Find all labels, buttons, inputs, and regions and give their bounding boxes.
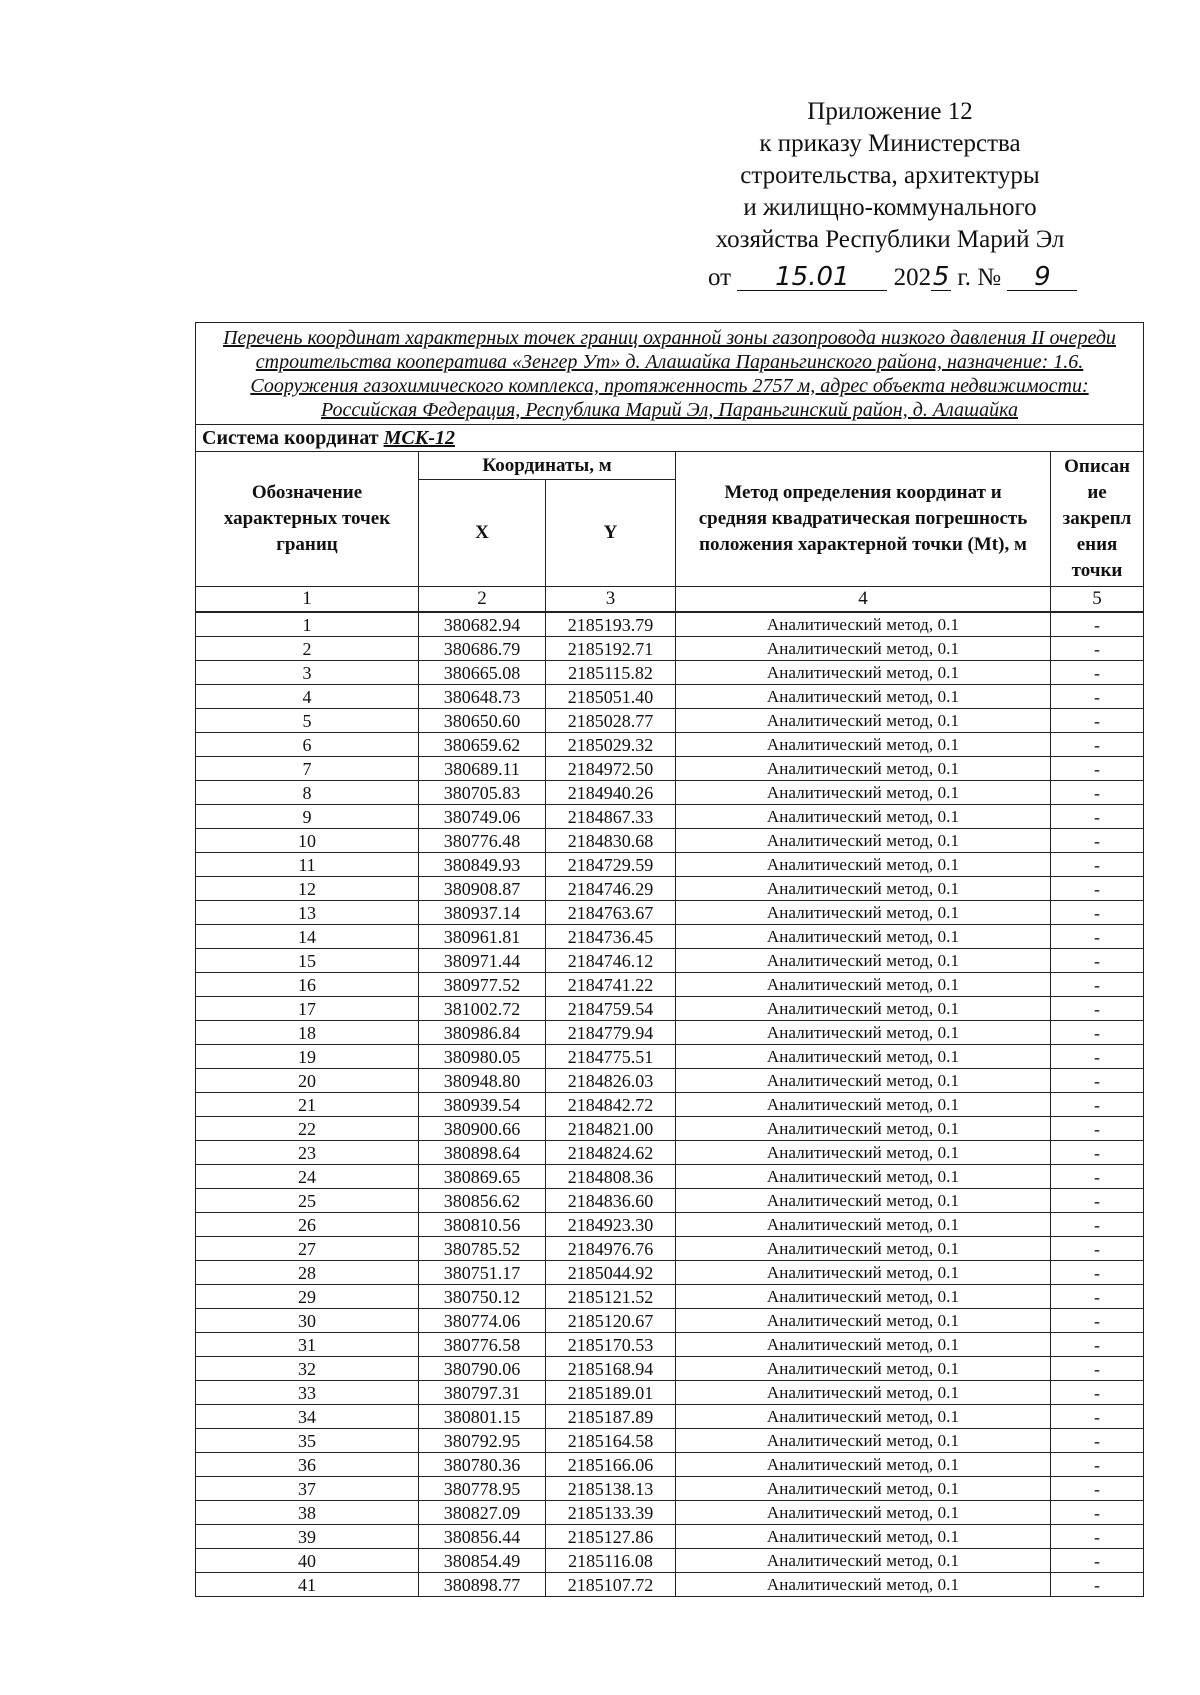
table-row — [196, 1357, 1144, 1381]
table-row — [196, 1285, 1144, 1309]
description: - — [1051, 1501, 1144, 1525]
point-number: 39 — [196, 1525, 419, 1549]
table-body — [196, 612, 1144, 1597]
description: - — [1051, 1165, 1144, 1189]
point-number: 4 — [196, 685, 419, 709]
coord-x: 380665.08 — [419, 661, 546, 685]
column-header-method: Метод определения координат и средняя квадратическая погрешность положения характерной точки (Mt), м — [676, 452, 1051, 587]
column-number-row — [196, 587, 1144, 613]
table-row — [196, 1141, 1144, 1165]
method: Аналитический метод, 0.1 — [676, 829, 1051, 853]
description: - — [1051, 685, 1144, 709]
description: - — [1051, 901, 1144, 925]
coord-x: 380961.81 — [419, 925, 546, 949]
point-number: 5 — [196, 709, 419, 733]
coordinate-system-label: Система координат — [202, 427, 379, 449]
point-number: 12 — [196, 877, 419, 901]
coord-x: 380705.83 — [419, 781, 546, 805]
table-row — [196, 1549, 1144, 1573]
column-header-description: Описание закрепления точки — [1051, 452, 1144, 587]
point-number: 31 — [196, 1333, 419, 1357]
description: - — [1051, 612, 1144, 637]
description: - — [1051, 1141, 1144, 1165]
table-row — [196, 1237, 1144, 1261]
table-row — [196, 949, 1144, 973]
description: - — [1051, 1357, 1144, 1381]
description: - — [1051, 1117, 1144, 1141]
table-row — [196, 1381, 1144, 1405]
description: - — [1051, 1333, 1144, 1357]
method: Аналитический метод, 0.1 — [676, 1285, 1051, 1309]
method: Аналитический метод, 0.1 — [676, 877, 1051, 901]
table-row — [196, 685, 1144, 709]
coord-y: 2184867.33 — [546, 805, 676, 829]
column-number: 2 — [419, 587, 546, 613]
coord-y: 2185187.89 — [546, 1405, 676, 1429]
coord-y: 2184826.03 — [546, 1069, 676, 1093]
point-number: 18 — [196, 1021, 419, 1045]
method: Аналитический метод, 0.1 — [676, 805, 1051, 829]
description: - — [1051, 877, 1144, 901]
description: - — [1051, 637, 1144, 661]
coord-y: 2184729.59 — [546, 853, 676, 877]
point-number: 2 — [196, 637, 419, 661]
point-number: 14 — [196, 925, 419, 949]
point-number: 25 — [196, 1189, 419, 1213]
method: Аналитический метод, 0.1 — [676, 685, 1051, 709]
coord-x: 380776.58 — [419, 1333, 546, 1357]
description: - — [1051, 1309, 1144, 1333]
coord-y: 2185107.72 — [546, 1573, 676, 1597]
table-row — [196, 1573, 1144, 1597]
coord-x: 380780.36 — [419, 1453, 546, 1477]
coordinates-table — [195, 322, 1144, 1597]
point-number: 1 — [196, 612, 419, 637]
column-number: 5 — [1051, 587, 1144, 613]
method: Аналитический метод, 0.1 — [676, 1189, 1051, 1213]
coord-y: 2185164.58 — [546, 1429, 676, 1453]
coord-x: 380689.11 — [419, 757, 546, 781]
table-row — [196, 757, 1144, 781]
description: - — [1051, 661, 1144, 685]
method: Аналитический метод, 0.1 — [676, 709, 1051, 733]
coordinate-system-value: МСК-12 — [383, 427, 455, 449]
description: - — [1051, 997, 1144, 1021]
column-number: 4 — [676, 587, 1051, 613]
table-row — [196, 781, 1144, 805]
method: Аналитический метод, 0.1 — [676, 733, 1051, 757]
coord-y: 2185138.13 — [546, 1477, 676, 1501]
coord-y: 2184821.00 — [546, 1117, 676, 1141]
point-number: 19 — [196, 1045, 419, 1069]
coord-y: 2185115.82 — [546, 661, 676, 685]
table-row — [196, 973, 1144, 997]
coord-y: 2184830.68 — [546, 829, 676, 853]
description: - — [1051, 781, 1144, 805]
coord-y: 2184940.26 — [546, 781, 676, 805]
coord-y: 2185116.08 — [546, 1549, 676, 1573]
coord-x: 380937.14 — [419, 901, 546, 925]
coord-x: 380856.62 — [419, 1189, 546, 1213]
coord-x: 380801.15 — [419, 1405, 546, 1429]
point-number: 37 — [196, 1477, 419, 1501]
coord-x: 380686.79 — [419, 637, 546, 661]
coord-x: 380856.44 — [419, 1525, 546, 1549]
coord-y: 2185170.53 — [546, 1333, 676, 1357]
header-line: хозяйства Республики Марий Эл — [715, 226, 1065, 253]
coord-x: 380810.56 — [419, 1213, 546, 1237]
year-prefix: 202 — [893, 264, 932, 291]
coord-y: 2184779.94 — [546, 1021, 676, 1045]
column-header-point: Обозначение характерных точек границ — [196, 452, 419, 587]
table-row — [196, 901, 1144, 925]
coord-x: 380650.60 — [419, 709, 546, 733]
coord-y: 2184808.36 — [546, 1165, 676, 1189]
table-row — [196, 829, 1144, 853]
method: Аналитический метод, 0.1 — [676, 853, 1051, 877]
point-number: 36 — [196, 1453, 419, 1477]
coord-x: 380827.09 — [419, 1501, 546, 1525]
coord-y: 2185051.40 — [546, 685, 676, 709]
point-number: 10 — [196, 829, 419, 853]
description: - — [1051, 1429, 1144, 1453]
point-number: 9 — [196, 805, 419, 829]
date-prefix: от — [708, 264, 732, 291]
point-number: 38 — [196, 1501, 419, 1525]
description: - — [1051, 1525, 1144, 1549]
coord-y: 2184763.67 — [546, 901, 676, 925]
table-title: Перечень координат характерных точек границ охранной зоны газопровода низкого давления II очереди строительства кооператива «Зенгер Ут» д. Алашайка Параньгинского района, назначение: 1.6. Сооружения газохимического комплекса, протяженность 2757 м, адрес объекта недвижимости: Российская Федерация, Республика Марий Эл, Параньгинский район, д. Алашайка — [196, 323, 1144, 425]
coord-y: 2185028.77 — [546, 709, 676, 733]
description: - — [1051, 1093, 1144, 1117]
number-label: г. № — [957, 264, 1002, 291]
description: - — [1051, 1069, 1144, 1093]
description: - — [1051, 1213, 1144, 1237]
method: Аналитический метод, 0.1 — [676, 1021, 1051, 1045]
description: - — [1051, 1045, 1144, 1069]
table-row — [196, 1429, 1144, 1453]
description: - — [1051, 709, 1144, 733]
method: Аналитический метод, 0.1 — [676, 1309, 1051, 1333]
point-number: 8 — [196, 781, 419, 805]
table-row — [196, 1213, 1144, 1237]
coord-y: 2185192.71 — [546, 637, 676, 661]
point-number: 21 — [196, 1093, 419, 1117]
point-number: 32 — [196, 1357, 419, 1381]
coord-x: 380898.64 — [419, 1141, 546, 1165]
coord-x: 380790.06 — [419, 1357, 546, 1381]
coord-x: 380948.80 — [419, 1069, 546, 1093]
method: Аналитический метод, 0.1 — [676, 997, 1051, 1021]
method: Аналитический метод, 0.1 — [676, 1381, 1051, 1405]
coord-y: 2184836.60 — [546, 1189, 676, 1213]
method: Аналитический метод, 0.1 — [676, 1501, 1051, 1525]
method: Аналитический метод, 0.1 — [676, 1429, 1051, 1453]
point-number: 20 — [196, 1069, 419, 1093]
point-number: 35 — [196, 1429, 419, 1453]
coord-y: 2184923.30 — [546, 1213, 676, 1237]
description: - — [1051, 1261, 1144, 1285]
method: Аналитический метод, 0.1 — [676, 1573, 1051, 1597]
description: - — [1051, 1189, 1144, 1213]
table-row — [196, 1165, 1144, 1189]
table-row — [196, 1405, 1144, 1429]
method: Аналитический метод, 0.1 — [676, 1069, 1051, 1093]
method: Аналитический метод, 0.1 — [676, 1165, 1051, 1189]
method: Аналитический метод, 0.1 — [676, 661, 1051, 685]
coord-x: 380749.06 — [419, 805, 546, 829]
table-row — [196, 612, 1144, 637]
handwritten-order-number: 9 — [1007, 264, 1077, 291]
header-line: строительства, архитектуры — [740, 162, 1040, 189]
method: Аналитический метод, 0.1 — [676, 1333, 1051, 1357]
point-number: 27 — [196, 1237, 419, 1261]
table-row — [196, 1261, 1144, 1285]
description: - — [1051, 973, 1144, 997]
coord-y: 2184775.51 — [546, 1045, 676, 1069]
handwritten-year-digit: 5 — [932, 262, 950, 292]
table-row — [196, 1453, 1144, 1477]
table-row — [196, 805, 1144, 829]
method: Аналитический метод, 0.1 — [676, 973, 1051, 997]
method: Аналитический метод, 0.1 — [676, 757, 1051, 781]
coord-x: 380797.31 — [419, 1381, 546, 1405]
table-row — [196, 1501, 1144, 1525]
coord-y: 2185166.06 — [546, 1453, 676, 1477]
header-line: Приложение 12 — [807, 98, 973, 125]
table-row — [196, 1069, 1144, 1093]
method: Аналитический метод, 0.1 — [676, 781, 1051, 805]
description: - — [1051, 949, 1144, 973]
method: Аналитический метод, 0.1 — [676, 1141, 1051, 1165]
point-number: 17 — [196, 997, 419, 1021]
point-number: 13 — [196, 901, 419, 925]
table-row — [196, 709, 1144, 733]
point-number: 11 — [196, 853, 419, 877]
point-number: 24 — [196, 1165, 419, 1189]
method: Аналитический метод, 0.1 — [676, 1045, 1051, 1069]
table-row — [196, 1093, 1144, 1117]
coordinate-system-row — [196, 425, 1144, 452]
coord-x: 380792.95 — [419, 1429, 546, 1453]
coord-x: 380682.94 — [419, 612, 546, 637]
table-row — [196, 1477, 1144, 1501]
table-row — [196, 853, 1144, 877]
coord-x: 380849.93 — [419, 853, 546, 877]
description: - — [1051, 1549, 1144, 1573]
method: Аналитический метод, 0.1 — [676, 1237, 1051, 1261]
table-row — [196, 1021, 1144, 1045]
coord-x: 380648.73 — [419, 685, 546, 709]
description: - — [1051, 757, 1144, 781]
description: - — [1051, 1405, 1144, 1429]
point-number: 33 — [196, 1381, 419, 1405]
coord-y: 2184736.45 — [546, 925, 676, 949]
table-row — [196, 733, 1144, 757]
point-number: 16 — [196, 973, 419, 997]
description: - — [1051, 805, 1144, 829]
coord-y: 2185029.32 — [546, 733, 676, 757]
coord-x: 380659.62 — [419, 733, 546, 757]
coord-y: 2185044.92 — [546, 1261, 676, 1285]
point-number: 34 — [196, 1405, 419, 1429]
coord-y: 2185193.79 — [546, 612, 676, 637]
header-line: к приказу Министерства — [759, 130, 1021, 157]
column-header-y: Y — [546, 480, 676, 587]
description: - — [1051, 1477, 1144, 1501]
table-row — [196, 661, 1144, 685]
header-line: и жилищно-коммунального — [743, 194, 1037, 221]
coord-y: 2184824.62 — [546, 1141, 676, 1165]
description: - — [1051, 733, 1144, 757]
method: Аналитический метод, 0.1 — [676, 1525, 1051, 1549]
coord-x: 380854.49 — [419, 1549, 546, 1573]
coord-x: 380869.65 — [419, 1165, 546, 1189]
point-number: 30 — [196, 1309, 419, 1333]
coord-y: 2185189.01 — [546, 1381, 676, 1405]
coord-y: 2185133.39 — [546, 1501, 676, 1525]
method: Аналитический метод, 0.1 — [676, 1405, 1051, 1429]
method: Аналитический метод, 0.1 — [676, 1549, 1051, 1573]
coord-x: 380900.66 — [419, 1117, 546, 1141]
method: Аналитический метод, 0.1 — [676, 1477, 1051, 1501]
column-number: 3 — [546, 587, 676, 613]
description: - — [1051, 1573, 1144, 1597]
description: - — [1051, 853, 1144, 877]
point-number: 26 — [196, 1213, 419, 1237]
description: - — [1051, 1285, 1144, 1309]
point-number: 41 — [196, 1573, 419, 1597]
table-row — [196, 637, 1144, 661]
table-row — [196, 877, 1144, 901]
point-number: 40 — [196, 1549, 419, 1573]
description: - — [1051, 925, 1144, 949]
point-number: 6 — [196, 733, 419, 757]
coord-y: 2185127.86 — [546, 1525, 676, 1549]
point-number: 22 — [196, 1117, 419, 1141]
table-row — [196, 925, 1144, 949]
coord-x: 380980.05 — [419, 1045, 546, 1069]
coord-x: 380971.44 — [419, 949, 546, 973]
method: Аналитический метод, 0.1 — [676, 1117, 1051, 1141]
table-row — [196, 997, 1144, 1021]
coord-x: 381002.72 — [419, 997, 546, 1021]
coord-y: 2184746.29 — [546, 877, 676, 901]
coord-x: 380977.52 — [419, 973, 546, 997]
method: Аналитический метод, 0.1 — [676, 1357, 1051, 1381]
point-number: 23 — [196, 1141, 419, 1165]
method: Аналитический метод, 0.1 — [676, 1453, 1051, 1477]
coord-y: 2185168.94 — [546, 1357, 676, 1381]
coord-x: 380939.54 — [419, 1093, 546, 1117]
coord-y: 2184759.54 — [546, 997, 676, 1021]
table-row — [196, 1189, 1144, 1213]
coord-y: 2184746.12 — [546, 949, 676, 973]
point-number: 29 — [196, 1285, 419, 1309]
column-number: 1 — [196, 587, 419, 613]
table-row — [196, 1309, 1144, 1333]
coord-x: 380751.17 — [419, 1261, 546, 1285]
table-row — [196, 1117, 1144, 1141]
method: Аналитический метод, 0.1 — [676, 612, 1051, 637]
table-row — [196, 1333, 1144, 1357]
coord-x: 380750.12 — [419, 1285, 546, 1309]
method: Аналитический метод, 0.1 — [676, 901, 1051, 925]
method: Аналитический метод, 0.1 — [676, 925, 1051, 949]
order-date-line — [708, 262, 1138, 294]
point-number: 3 — [196, 661, 419, 685]
coord-x: 380774.06 — [419, 1309, 546, 1333]
description: - — [1051, 1453, 1144, 1477]
coord-x: 380898.77 — [419, 1573, 546, 1597]
method: Аналитический метод, 0.1 — [676, 1261, 1051, 1285]
description: - — [1051, 1021, 1144, 1045]
coord-x: 380908.87 — [419, 877, 546, 901]
coord-y: 2184972.50 — [546, 757, 676, 781]
coord-y: 2184741.22 — [546, 973, 676, 997]
column-header-x: X — [419, 480, 546, 587]
method: Аналитический метод, 0.1 — [676, 637, 1051, 661]
coord-x: 380778.95 — [419, 1477, 546, 1501]
method: Аналитический метод, 0.1 — [676, 1093, 1051, 1117]
point-number: 7 — [196, 757, 419, 781]
coord-x: 380776.48 — [419, 829, 546, 853]
coord-y: 2184976.76 — [546, 1237, 676, 1261]
table-row — [196, 1045, 1144, 1069]
coord-y: 2185121.52 — [546, 1285, 676, 1309]
method: Аналитический метод, 0.1 — [676, 949, 1051, 973]
description: - — [1051, 1381, 1144, 1405]
coord-y: 2184842.72 — [546, 1093, 676, 1117]
column-header-coordinates: Координаты, м — [419, 452, 676, 480]
description: - — [1051, 829, 1144, 853]
coord-x: 380785.52 — [419, 1237, 546, 1261]
coord-y: 2185120.67 — [546, 1309, 676, 1333]
description: - — [1051, 1237, 1144, 1261]
table-row — [196, 1525, 1144, 1549]
appendix-header — [640, 96, 1140, 256]
point-number: 28 — [196, 1261, 419, 1285]
handwritten-date: 15.01 — [737, 264, 887, 291]
coord-x: 380986.84 — [419, 1021, 546, 1045]
point-number: 15 — [196, 949, 419, 973]
method: Аналитический метод, 0.1 — [676, 1213, 1051, 1237]
